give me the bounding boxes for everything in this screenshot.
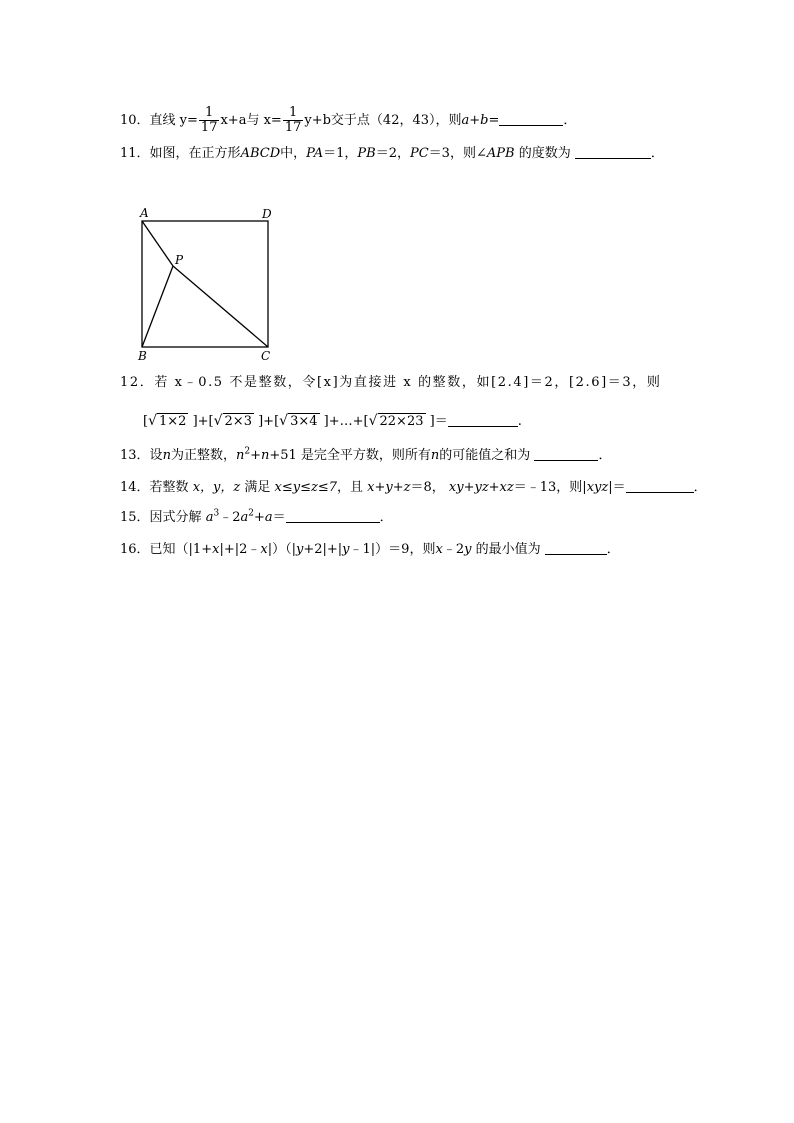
fraction-1-17-b: $\frac{1}{17}$ bbox=[284, 105, 302, 135]
fraction-1-17: $\frac{1}{17}$ bbox=[200, 105, 218, 135]
answer-blank-10[interactable] bbox=[499, 113, 563, 126]
segment-pc bbox=[173, 266, 268, 347]
question-12-line-2: [√ 1×2 ]+[√ 2×3 ]+[√ 3×4 ]+…+[√ 22×23 ]＝ . bbox=[143, 413, 522, 429]
segment-pa bbox=[142, 221, 173, 266]
question-14: 14．若整数 x，y，z 满足 x≤y≤z≤7，且 x+y+z＝8， xy+yz+xz＝﹣13，则|xyz|＝ ． bbox=[120, 480, 707, 495]
square-abcd bbox=[142, 221, 268, 347]
question-13: 13．设n为正整数，$n^2+n+51$ 是完全平方数，则所有n的可能值之和为 ． bbox=[120, 446, 612, 463]
label-b: B bbox=[138, 349, 147, 363]
label-p: P bbox=[175, 253, 184, 267]
answer-blank-13[interactable] bbox=[534, 448, 598, 461]
question-15: 15．因式分解 $a^3﹣2a^2+a=$ ． bbox=[120, 508, 393, 525]
label-c: C bbox=[261, 349, 271, 363]
label-d: D bbox=[262, 207, 272, 221]
question-11: 11．如图，在正方形ABCD中，PA＝1，PB＝2，PC＝3，则∠APB 的度数为 ． bbox=[120, 146, 664, 161]
label-a: A bbox=[140, 206, 149, 220]
segment-pb bbox=[142, 266, 173, 347]
answer-blank-16[interactable] bbox=[545, 542, 607, 555]
answer-blank-14[interactable] bbox=[626, 480, 694, 493]
question-10: 10．直线 y= $\frac{1}{17}$ x+a与 x= $\frac{1}{17}$ y+b交于点（42，43），则a+b= ． bbox=[120, 105, 577, 135]
answer-blank-11[interactable] bbox=[575, 146, 651, 159]
answer-blank-12[interactable] bbox=[448, 414, 518, 427]
answer-blank-15[interactable] bbox=[286, 510, 380, 523]
question-16: 16．已知（|1+x|+|2﹣x|）（|y+2|+|y﹣1|）＝9，则x﹣2y 的最小值为 ． bbox=[120, 542, 620, 557]
square-figure bbox=[130, 200, 290, 365]
question-12-line-1: 12．若 x﹣0.5 不是整数，令[x]为直接进 x 的整数，如[2.4]＝2，[2.6]＝3，则 bbox=[120, 375, 662, 390]
